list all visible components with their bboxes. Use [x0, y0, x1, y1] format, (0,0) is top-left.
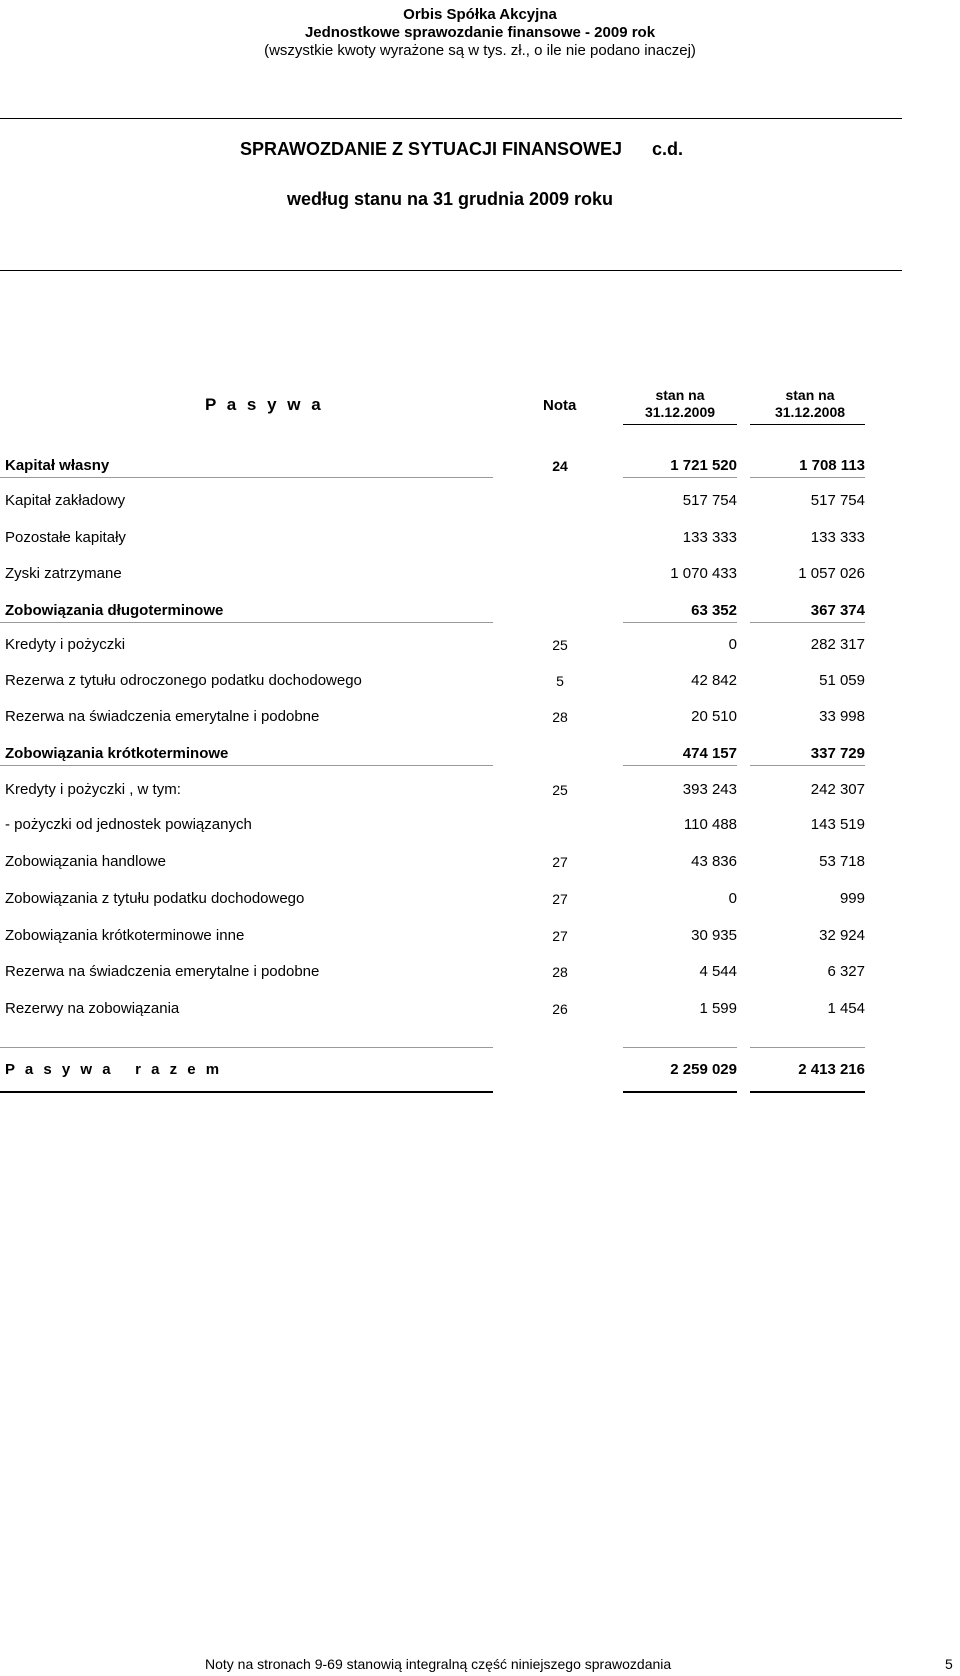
row-value-2009: 1 599 [699, 1000, 737, 1017]
total-label: P a s y w a r a z e m [5, 1061, 223, 1078]
header-rule [0, 118, 902, 119]
row-value-2008: 51 059 [819, 672, 865, 689]
table-row [0, 528, 960, 548]
row-value-2009: 474 157 [682, 745, 737, 762]
row-nota: 27 [552, 854, 568, 870]
report-name: Jednostkowe sprawozdanie finansowe - 2009 rok [304, 24, 656, 41]
table-row [0, 601, 960, 621]
table-row [0, 564, 960, 584]
row-nota: 5 [556, 673, 564, 689]
column-header-2009-underline [623, 424, 737, 425]
row-value-2008: 1 057 026 [798, 565, 865, 582]
statement-date: według stanu na 31 grudnia 2009 roku [286, 189, 614, 209]
row-label: Kredyty i pożyczki [5, 636, 126, 653]
row-label: Kredyty i pożyczki , w tym: [5, 781, 181, 798]
column-header-nota: Nota [543, 397, 577, 414]
row-label: Kapitał zakładowy [5, 492, 126, 509]
row-value-2009: 517 754 [682, 492, 737, 509]
row-nota: 24 [552, 458, 568, 474]
column-header-2009-line1: stan na [655, 387, 705, 403]
row-label: Zobowiązania krótkoterminowe inne [5, 927, 245, 944]
statement-title [240, 139, 683, 160]
row-value-2008: 33 998 [819, 708, 865, 725]
total-value-2008: 2 413 216 [798, 1061, 865, 1078]
table-row [0, 671, 960, 691]
row-value-2009: 20 510 [691, 708, 737, 725]
table-row [0, 999, 960, 1019]
row-value-2009: 110 488 [683, 816, 737, 833]
statement-title-main: SPRAWOZDANIE Z SYTUACJI FINANSOWEJ [240, 139, 623, 159]
row-value-2009: 1 721 520 [670, 457, 737, 474]
column-header-2009-line2: 31.12.2009 [644, 404, 716, 420]
column-header-2008-line2: 31.12.2008 [774, 404, 846, 420]
total-underline [0, 1091, 493, 1093]
row-label: Zobowiązania krótkoterminowe [5, 745, 229, 762]
table-row [0, 456, 960, 476]
row-value-2009: 42 842 [691, 672, 737, 689]
row-value-2008: 6 327 [827, 963, 865, 980]
table-row [0, 962, 960, 982]
total-underline [750, 1091, 865, 1093]
row-value-2008: 337 729 [810, 745, 865, 762]
total-overline [623, 1047, 737, 1048]
table-row [0, 635, 960, 655]
column-header-2008 [750, 387, 870, 421]
section-underline [623, 477, 737, 478]
total-underline [623, 1091, 737, 1093]
row-label: Rezerwa na świadczenia emerytalne i podobne [5, 963, 320, 980]
row-nota: 25 [552, 637, 568, 653]
row-value-2008: 143 519 [810, 816, 865, 833]
row-label: Zobowiązania handlowe [5, 853, 166, 870]
section-underline [0, 477, 493, 478]
row-value-2009: 63 352 [691, 602, 737, 619]
section-underline [623, 622, 737, 623]
table-row [0, 852, 960, 872]
row-value-2008: 242 307 [810, 781, 865, 798]
row-value-2008: 517 754 [810, 492, 865, 509]
section-underline [0, 765, 493, 766]
row-label: - pożyczki od jednostek powiązanych [5, 816, 252, 833]
page-number: 5 [945, 1656, 953, 1672]
amounts-note: (wszystkie kwoty wyrażone są w tys. zł., o ile nie podano inaczej) [264, 42, 696, 59]
row-value-2009: 133 333 [682, 529, 737, 546]
table-row [0, 780, 960, 800]
section-header-pasywa: P a s y w a [205, 395, 324, 414]
row-label: Rezerwa z tytułu odroczonego podatku dochodowego [5, 672, 362, 689]
section-underline [750, 622, 865, 623]
column-header-2008-line1: stan na [785, 387, 835, 403]
row-value-2008: 282 317 [810, 636, 865, 653]
row-value-2009: 4 544 [699, 963, 737, 980]
row-value-2008: 133 333 [810, 529, 865, 546]
row-value-2009: 43 836 [691, 853, 737, 870]
row-label: Kapitał własny [5, 457, 110, 474]
row-value-2008: 1 454 [827, 1000, 865, 1017]
row-value-2008: 32 924 [819, 927, 865, 944]
footer-note: Noty na stronach 9-69 stanowią integralną część niniejszego sprawozdania [205, 1656, 672, 1672]
section-underline [623, 765, 737, 766]
section-underline [0, 622, 493, 623]
total-value-2009: 2 259 029 [670, 1061, 737, 1078]
total-row [0, 1060, 960, 1080]
row-label: Pozostałe kapitały [5, 529, 126, 546]
company-name: Orbis Spółka Akcyjna [403, 6, 557, 23]
row-label: Zobowiązania długoterminowe [5, 602, 224, 619]
row-nota: 28 [552, 964, 568, 980]
row-nota: 26 [552, 1001, 568, 1017]
column-header-2009 [620, 387, 740, 421]
row-value-2009: 30 935 [691, 927, 737, 944]
row-nota: 27 [552, 928, 568, 944]
row-label: Zyski zatrzymane [5, 565, 122, 582]
row-value-2009: 0 [728, 890, 737, 907]
total-overline [750, 1047, 865, 1048]
title-rule [0, 270, 902, 271]
table-row [0, 707, 960, 727]
row-label: Zobowiązania z tytułu podatku dochodowego [5, 890, 305, 907]
table-row [0, 926, 960, 946]
row-label: Rezerwa na świadczenia emerytalne i podobne [5, 708, 320, 725]
row-value-2008: 1 708 113 [799, 457, 865, 474]
row-nota: 27 [552, 891, 568, 907]
row-nota: 28 [552, 709, 568, 725]
table-row [0, 889, 960, 909]
row-value-2008: 367 374 [810, 602, 865, 619]
total-overline [0, 1047, 493, 1048]
row-value-2009: 0 [728, 636, 737, 653]
row-label: Rezerwy na zobowiązania [5, 1000, 180, 1017]
row-value-2009: 1 070 433 [670, 565, 737, 582]
row-value-2008: 53 718 [819, 853, 865, 870]
table-row [0, 815, 960, 835]
row-value-2009: 393 243 [682, 781, 737, 798]
column-header-2008-underline [750, 424, 865, 425]
row-value-2008: 999 [839, 890, 865, 907]
statement-title-suffix: c.d. [652, 139, 684, 159]
table-row [0, 491, 960, 511]
row-nota: 25 [552, 782, 568, 798]
section-underline [750, 477, 865, 478]
table-row [0, 744, 960, 764]
section-underline [750, 765, 865, 766]
